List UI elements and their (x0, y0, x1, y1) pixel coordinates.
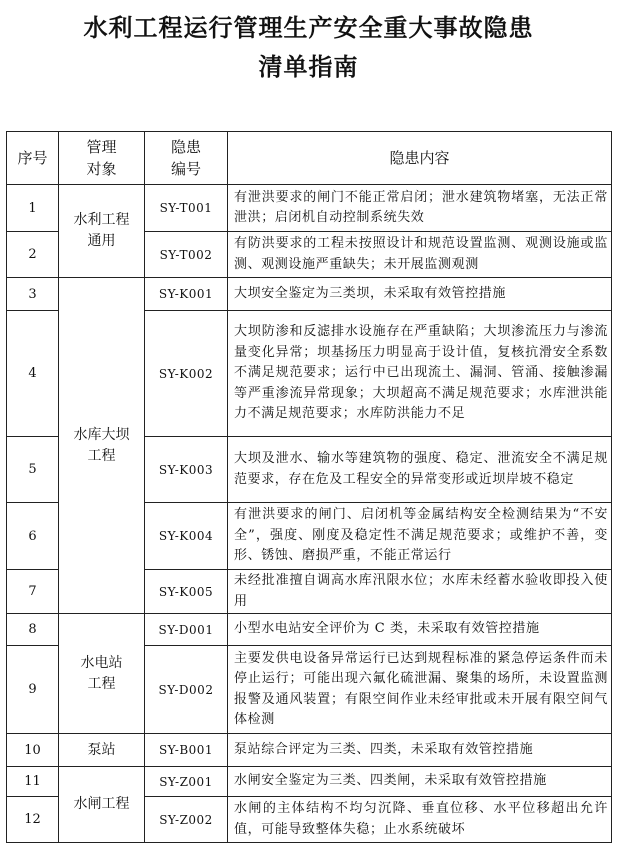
row-content: 有泄洪要求的闸门不能正常启闭；泄水建筑物堵塞，无法正常泄洪；启闭机自动控制系统失效 (228, 185, 612, 232)
row-code: SY-Z002 (145, 797, 228, 843)
document-title-line1: 水利工程运行管理生产安全重大事故隐患 (83, 14, 534, 42)
row-seq: 7 (7, 570, 59, 614)
row-code: SY-T002 (145, 232, 228, 278)
row-seq: 3 (7, 278, 59, 311)
row-code: SY-B001 (145, 734, 228, 767)
row-content: 泵站综合评定为三类、四类，未采取有效管控措施 (228, 734, 612, 767)
row-seq: 8 (7, 614, 59, 646)
hazard-list-table (6, 131, 612, 843)
group-label: 水库大坝 工程 (59, 278, 145, 614)
table-row (7, 278, 612, 311)
row-seq: 12 (7, 797, 59, 843)
group-label: 水闸工程 (59, 767, 145, 843)
table-row (7, 614, 612, 646)
row-code: SY-K002 (145, 311, 228, 437)
row-code: SY-K005 (145, 570, 228, 614)
document-title-line2: 清单指南 (258, 53, 359, 81)
row-content: 大坝及泄水、输水等建筑物的强度、稳定、泄流安全不满足规范要求，存在危及工程安全的异常变形或近坝岸坡不稳定 (228, 437, 612, 503)
row-seq: 11 (7, 767, 59, 797)
row-seq: 4 (7, 311, 59, 437)
group-label: 泵站 (59, 734, 145, 767)
table-row (7, 767, 612, 797)
row-seq: 2 (7, 232, 59, 278)
row-code: SY-K001 (145, 278, 228, 311)
table-header-row (7, 132, 612, 185)
row-content: 水闸的主体结构不均匀沉降、垂直位移、水平位移超出允许值，可能导致整体失稳；止水系统破坏 (228, 797, 612, 843)
header-seq: 序号 (7, 132, 59, 185)
header-content: 隐患内容 (228, 132, 612, 185)
row-code: SY-D001 (145, 614, 228, 646)
row-code: SY-K004 (145, 503, 228, 570)
row-content: 小型水电站安全评价为 C 类，未采取有效管控措施 (228, 614, 612, 646)
row-code: SY-T001 (145, 185, 228, 232)
group-label: 水电站 工程 (59, 614, 145, 734)
row-content: 有防洪要求的工程未按照设计和规范设置监测、观测设施或监测、观测设施严重缺失；未开展监测观测 (228, 232, 612, 278)
row-code: SY-D002 (145, 646, 228, 734)
row-seq: 1 (7, 185, 59, 232)
row-content: 主要发供电设备异常运行已达到规程标准的紧急停运条件而未停止运行；可能出现六氟化硫泄漏、聚集的场所，未设置监测报警及通风装置；有限空间作业未经审批或未开展有限空间气体检测 (228, 646, 612, 734)
row-content: 大坝防渗和反滤排水设施存在严重缺陷；大坝渗流压力与渗流量变化异常；坝基扬压力明显高于设计值，复核抗滑安全系数不满足规范要求；运行中已出现流土、漏洞、管涌、接触渗漏等严重渗流异常现象；大坝超高不满足规范要求；水库泄洪能力不满足规范要求；水库防洪能力不足 (228, 311, 612, 437)
header-object: 管理 对象 (59, 132, 145, 185)
table-row (7, 185, 612, 232)
row-code: SY-Z001 (145, 767, 228, 797)
table-row (7, 734, 612, 767)
row-seq: 5 (7, 437, 59, 503)
row-code: SY-K003 (145, 437, 228, 503)
group-label: 水利工程 通用 (59, 185, 145, 278)
header-code: 隐患 编号 (145, 132, 228, 185)
row-seq: 6 (7, 503, 59, 570)
row-content: 大坝安全鉴定为三类坝，未采取有效管控措施 (228, 278, 612, 311)
row-seq: 9 (7, 646, 59, 734)
row-seq: 10 (7, 734, 59, 767)
row-content: 水闸安全鉴定为三类、四类闸，未采取有效管控措施 (228, 767, 612, 797)
row-content: 未经批准擅自调高水库汛限水位；水库未经蓄水验收即投入使用 (228, 570, 612, 614)
row-content: 有泄洪要求的闸门、启闭机等金属结构安全检测结果为“不安全”，强度、刚度及稳定性不满足规范要求；或维护不善，变形、锈蚀、磨损严重，不能正常运行 (228, 503, 612, 570)
